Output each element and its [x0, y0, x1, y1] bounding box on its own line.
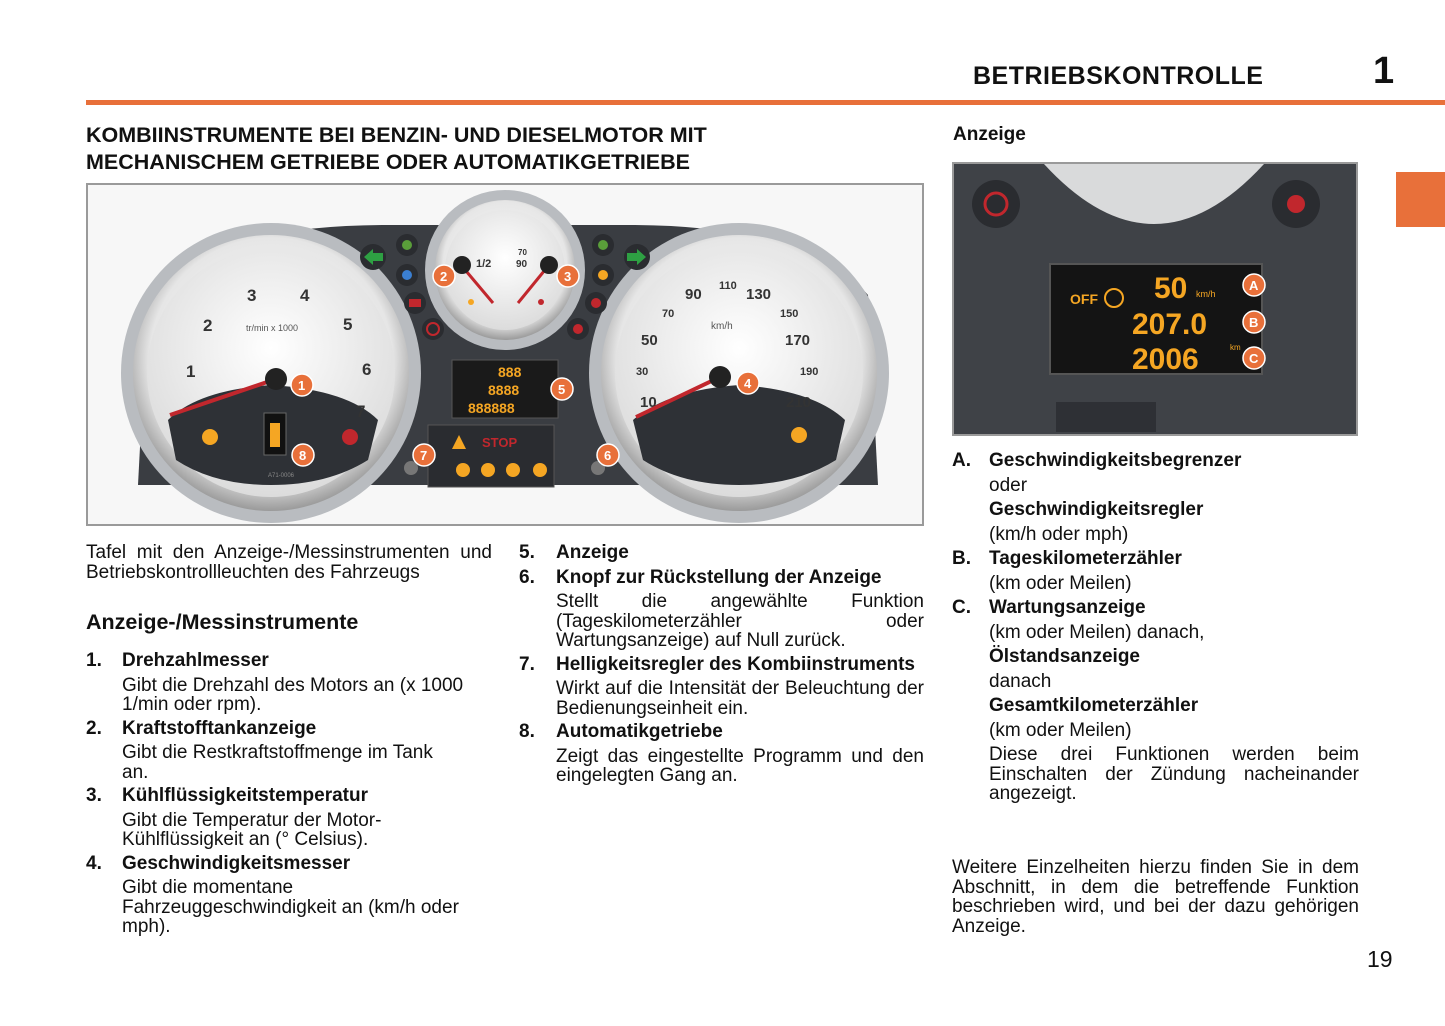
- item-title: Geschwindigkeitsmesser: [122, 852, 351, 874]
- high-beam-icon: [402, 270, 412, 280]
- item-text: danach: [989, 670, 1052, 692]
- display-function-list: [952, 451, 1359, 804]
- speedo-tick-110: 110: [719, 280, 737, 292]
- item-desc: Wirkt auf die Intensität der Beleuchtung der Bedienungseinheit ein.: [556, 678, 924, 719]
- list-item: [86, 786, 492, 850]
- section-title-line-2: MECHANISCHEM GETRIEBE ODER AUTOMATIKGETRIEBE: [86, 150, 691, 174]
- fog-light-icon: [598, 240, 608, 250]
- item-desc: Zeigt das eingestellte Programm und den eingelegten Gang an.: [556, 745, 924, 786]
- display-digits-1: 888: [498, 364, 522, 380]
- speedo-tick-150: 150: [780, 308, 799, 320]
- temp-tick-90: 90: [516, 259, 528, 270]
- tacho-tick-4: 4: [300, 286, 310, 305]
- stop-label: STOP: [482, 435, 518, 450]
- display-figure: [952, 162, 1358, 436]
- list-item: [519, 655, 924, 719]
- speedo-tick-90: 90: [685, 286, 702, 303]
- item-title: Ölstandsanzeige: [989, 646, 1140, 667]
- item-number: 1.: [86, 650, 102, 671]
- display-digits-3: 888888: [468, 400, 515, 416]
- item-text: oder: [989, 474, 1028, 496]
- display-digits-2: 8888: [488, 382, 520, 398]
- chapter-tab: [1396, 172, 1445, 227]
- callout-1: 1: [298, 378, 306, 393]
- item-letter: C.: [952, 597, 971, 618]
- tacho-tick-2: 2: [203, 316, 213, 335]
- item-title: Geschwindigkeitsregler: [989, 499, 1204, 520]
- list-item: [86, 719, 492, 783]
- tacho-tick-3: 3: [247, 286, 257, 305]
- display-speed: 50: [1154, 272, 1188, 305]
- callout-2: 2: [440, 269, 448, 284]
- list-item-c: [952, 598, 1359, 804]
- item-number: 3.: [86, 785, 102, 806]
- item-number: 5.: [519, 542, 535, 563]
- callout-5: 5: [558, 382, 566, 397]
- seatbelt-warning-icon: [1287, 195, 1305, 213]
- item-title: Kraftstofftankanzeige: [122, 717, 317, 739]
- item-title: Anzeige: [556, 542, 629, 563]
- list-item: [519, 543, 924, 563]
- engine-warning-icon: [202, 429, 218, 445]
- marker-b: B: [1249, 315, 1259, 330]
- item-title: Tageskilometerzähler: [989, 548, 1182, 569]
- battery-icon: [409, 299, 421, 307]
- item-title: Drehzahlmesser: [122, 650, 269, 671]
- item-number: 7.: [519, 653, 535, 675]
- gear-indicator: [270, 423, 280, 447]
- footer-note: Weitere Einzelheiten hierzu finden Sie in dem Abschnitt, in dem die betreffende Funktion beschrieben wird, und bei der dazu gehörigen Anzeige.: [952, 857, 1359, 937]
- figure-image-code: A71-0006: [268, 473, 295, 479]
- item-title: Geschwindigkeitsbegrenzer: [989, 450, 1242, 471]
- callout-8: 8: [299, 448, 307, 463]
- fuel-half-label: 1/2: [476, 258, 492, 270]
- sidelight-icon: [402, 240, 412, 250]
- speedo-tick-130: 130: [746, 286, 772, 303]
- speedo-tick-10: 10: [640, 394, 657, 411]
- item-text: (km oder Meilen): [989, 572, 1132, 594]
- service-icon: [533, 463, 547, 477]
- item-note: Diese drei Funktionen werden beim Einschalten der Zündung nacheinander angezeigt.: [989, 744, 1359, 804]
- item-desc: Gibt die Drehzahl des Motors an (x 1000 1/min oder rpm).: [122, 674, 464, 715]
- item-text: (km oder Meilen): [989, 719, 1132, 741]
- instrument-list-left: [86, 651, 492, 937]
- item-number: 4.: [86, 852, 102, 874]
- display-off-label: OFF: [1070, 291, 1098, 307]
- oil-temp-icon: [342, 429, 358, 445]
- display-total-unit: km: [1230, 343, 1241, 352]
- item-desc: Gibt die momentane Fahrzeuggeschwindigkeit an (km/h oder mph).: [122, 877, 459, 937]
- display-speed-unit: km/h: [1196, 289, 1216, 299]
- page-number: 19: [1367, 946, 1393, 972]
- list-item: [86, 854, 492, 937]
- item-letter: A.: [952, 450, 971, 471]
- tacho-tick-1: 1: [186, 362, 196, 381]
- temp-tick-70: 70: [518, 248, 527, 257]
- item-title: Gesamtkilometerzähler: [989, 695, 1199, 716]
- chapter-number: 1: [1373, 50, 1395, 92]
- item-number: 2.: [86, 717, 102, 739]
- list-item-b: [952, 549, 1359, 593]
- section-title: [86, 122, 906, 176]
- tacho-tick-7: 7: [356, 402, 366, 421]
- anzeige-label: Anzeige: [953, 124, 1026, 145]
- speedo-tick-50: 50: [641, 332, 658, 349]
- seatbelt-icon: [573, 324, 583, 334]
- tyre-pressure-icon: [456, 463, 470, 477]
- speedo-tick-190: 190: [800, 366, 819, 378]
- item-number: 6.: [519, 566, 535, 588]
- marker-c: C: [1249, 351, 1259, 366]
- esp-icon: [791, 427, 807, 443]
- list-item-a: [952, 451, 1359, 544]
- instrument-list-mid: [519, 543, 924, 786]
- item-title: Knopf zur Rückstellung der Anzeige: [556, 566, 882, 588]
- oil-pressure-icon: [591, 298, 601, 308]
- speedo-tick-70: 70: [662, 308, 675, 320]
- rear-fog-icon: [598, 270, 608, 280]
- tacho-unit: tr/min x 1000: [246, 323, 299, 333]
- item-text: (km/h oder mph): [989, 523, 1129, 545]
- passenger-airbag-icon: [506, 463, 520, 477]
- item-desc: Gibt die Temperatur der Motor-Kühlflüssigkeit an (° Celsius).: [122, 809, 382, 850]
- instrument-cluster-illustration: [88, 185, 922, 524]
- display-total: 2006: [1132, 343, 1199, 376]
- callout-6: 6: [604, 448, 612, 463]
- item-desc: Stellt die angewählte Funktion (Tageskilometerzähler oder Wartungsanzeige) auf Null zurück.: [556, 591, 924, 651]
- callout-3: 3: [564, 269, 572, 284]
- item-letter: B.: [952, 548, 971, 569]
- callout-4: 4: [744, 376, 752, 391]
- list-item: [86, 651, 492, 715]
- airbag-icon: [481, 463, 495, 477]
- tacho-tick-5: 5: [343, 315, 353, 334]
- marker-a: A: [1249, 278, 1259, 293]
- list-item: [519, 568, 924, 651]
- item-title: Kühlflüssigkeitstemperatur: [122, 785, 368, 806]
- header-rule: [86, 100, 1445, 105]
- item-number: 8.: [519, 721, 535, 742]
- section-title-line-1: KOMBIINSTRUMENTE BEI BENZIN- UND DIESELMOTOR MIT: [86, 123, 707, 147]
- display-trip: 207.0: [1132, 308, 1208, 341]
- item-desc: Gibt die Restkraftstoffmenge im Tank an.: [122, 742, 433, 783]
- callout-7: 7: [420, 448, 428, 463]
- instruments-heading: Anzeige-/Messinstrumente: [86, 610, 359, 634]
- item-title: Wartungsanzeige: [989, 597, 1146, 618]
- item-title: Helligkeitsregler des Kombiinstruments: [556, 653, 915, 675]
- speedo-unit: km/h: [711, 321, 733, 332]
- list-item: [519, 722, 924, 786]
- item-title: Automatikgetriebe: [556, 721, 723, 742]
- speedo-tick-170: 170: [785, 332, 811, 349]
- figure-caption: Tafel mit den Anzeige-/Messinstrumenten und Betriebskontrollleuchten des Fahrzeugs: [86, 542, 492, 583]
- page-header-title: BETRIEBSKONTROLLE: [973, 62, 1264, 90]
- instrument-cluster-figure: [86, 183, 924, 526]
- item-text: (km oder Meilen) danach,: [989, 621, 1205, 643]
- speedo-tick-30: 30: [636, 366, 649, 378]
- display-illustration: [954, 164, 1356, 434]
- tacho-tick-6: 6: [362, 360, 372, 379]
- speedo-tick-210: 210: [786, 394, 812, 411]
